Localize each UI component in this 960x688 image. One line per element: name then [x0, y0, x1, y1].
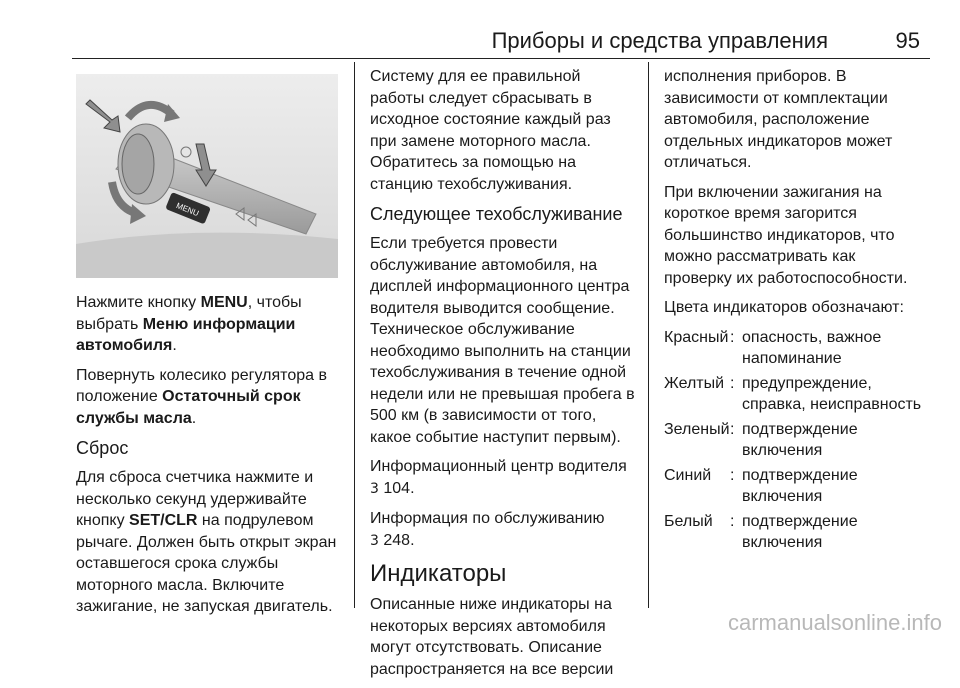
paragraph-ignition: При включении зажигания на короткое время загорится большинство индикаторов, что можно рассматривать как проверку их работоспособности.: [664, 183, 908, 287]
table-row: [664, 327, 926, 373]
color-name: Красный: [664, 328, 729, 346]
text: .: [191, 409, 197, 427]
set-clr-ref: SET/CLR: [129, 512, 198, 529]
table-row: [664, 373, 926, 419]
page-header: [40, 28, 920, 58]
watermark: carmanualsonline.info: [727, 610, 942, 635]
paragraph-versions: исполнения приборов. В зависимости от комплектации автомобиля, расположение отдельных индикаторов может отличаться.: [664, 68, 893, 171]
table-row: [664, 419, 926, 465]
text: Для сброса счетчика нажмите и несколько секунд удерживайте кнопку: [76, 469, 314, 529]
color-name: Синий: [664, 466, 712, 484]
text: на подрулевом рычаге. Должен быть открыт экран оставшегося срока службы моторного масла. Включите зажигание, не запуская двигатель.: [76, 512, 337, 615]
header-rule: [72, 58, 930, 59]
paragraph-turn-wheel: [76, 365, 344, 430]
page-number: 95: [895, 28, 920, 53]
paragraph-dic-ref: [370, 456, 638, 500]
text: .: [172, 337, 177, 354]
vehicle-info-menu-ref: Меню информации автомобиля: [76, 315, 296, 354]
paragraph-service-ref: [370, 508, 638, 552]
separator: :: [730, 420, 735, 438]
paragraph-service: Если требуется провести обслуживание автомобиля, на дисплей информационного центра водителя выводится сообщение. Техническое обслуживание необходимо выполнить на станции техобслуживания в течение одной недели или не превышая пробега в 500 км (в зависимости от того, какое событие наступит первым).: [370, 235, 635, 446]
color-meaning: опасность, важное напоминание: [742, 328, 882, 367]
column-divider-1: [354, 62, 355, 608]
table-row: [664, 465, 926, 511]
heading-reset: Сброс: [76, 438, 129, 458]
paragraph-colors-intro: Цвета индикаторов обозначают:: [664, 299, 904, 316]
text: Нажмите кнопку: [76, 294, 201, 311]
color-name: Желтый: [664, 374, 725, 392]
indicator-colors-table: [664, 327, 926, 557]
page-ref-icon: 3: [370, 480, 379, 497]
right-column: [664, 66, 926, 557]
menu-button-ref: MENU: [200, 294, 248, 311]
middle-column: [370, 66, 638, 688]
separator: :: [730, 374, 735, 392]
heading-next-service: Следующее техобслуживание: [370, 204, 623, 224]
page-ref-icon: 3: [370, 532, 379, 549]
menu-button-label: MENU: [174, 201, 201, 219]
text: Информация по обслуживанию: [370, 510, 605, 527]
page-title: Приборы и средства управления: [491, 28, 828, 53]
paragraph-reset-note: Систему для ее правильной работы следует сбрасывать в исходное состояние каждый раз при замене моторного масла. Обратитесь за помощью на станцию техобслуживания.: [370, 68, 611, 193]
heading-indicators: Индикаторы: [370, 560, 507, 587]
separator: :: [730, 328, 735, 346]
color-name: Зеленый: [664, 420, 730, 438]
column-divider-2: [648, 62, 649, 608]
page-link-248[interactable]: 248.: [383, 531, 415, 549]
color-meaning: подтверждение включения: [742, 466, 858, 505]
separator: :: [730, 466, 735, 484]
text: , чтобы выбрать: [76, 294, 302, 333]
text: Повернуть колесико регулятора в положение: [76, 366, 327, 405]
table-row: [664, 511, 926, 557]
color-name: Белый: [664, 512, 713, 530]
paragraph-menu: [76, 292, 344, 357]
separator: :: [730, 512, 735, 530]
page-link-104[interactable]: 104.: [383, 479, 415, 497]
left-column: [76, 292, 344, 626]
text: Информационный центр водителя: [370, 458, 627, 475]
color-meaning: подтверждение включения: [742, 420, 858, 459]
turn-signal-stalk-drawing: [76, 74, 338, 278]
paragraph-indicators: Описанные ниже индикаторы на некоторых версиях автомобиля могут отсутствовать. Описание распространяется на все версии: [370, 596, 614, 678]
paragraph-reset: [76, 467, 344, 618]
color-meaning: подтверждение включения: [742, 512, 858, 551]
oil-life-ref: Остаточный срок службы масла: [76, 388, 301, 427]
color-meaning: предупреждение, справка, неисправность: [742, 374, 922, 413]
stalk-illustration: [76, 74, 338, 278]
